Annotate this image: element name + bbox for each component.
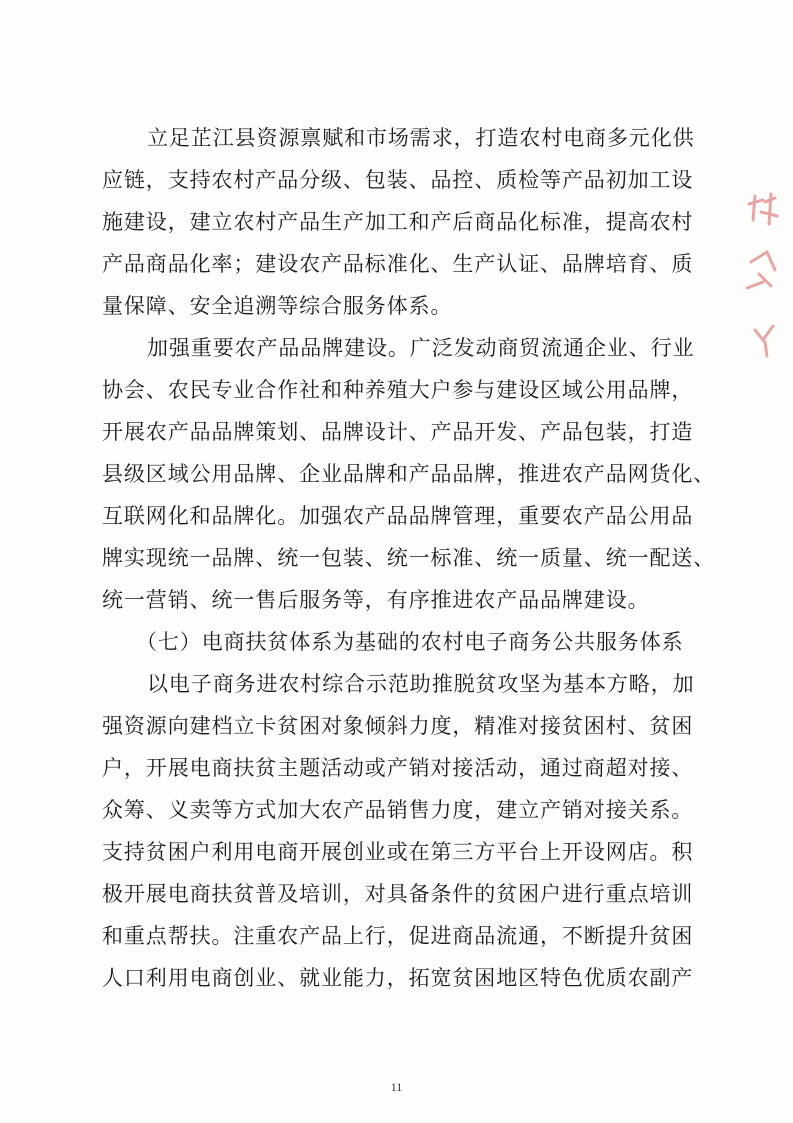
paragraph-3-line-3: 户，开展电商扶贫主题活动或产销对接活动，通过商超对接、 [102, 756, 694, 780]
paragraph-3-line-1: 以电子商务进农村综合示范助推脱贫攻坚为基本方略，加 [147, 672, 695, 696]
paragraph-1-line-3: 施建设，建立农村产品生产加工和产后商品化标准，提高农村 [102, 210, 694, 234]
paragraph-3-line-5: 支持贫困户利用电商开展创业或在第三方平台上开设网店。积 [102, 840, 694, 864]
paragraph-1-line-5: 量保障、安全追溯等综合服务体系。 [102, 294, 453, 318]
paragraph-2-line-6: 牌实现统一品牌、统一包装、统一标准、统一质量、统一配送、 [102, 546, 716, 570]
paragraph-2-line-5: 互联网化和品牌化。加强农产品品牌管理，重要农产品公用品 [102, 504, 694, 528]
paragraph-2-line-3: 开展农产品品牌策划、品牌设计、产品开发、产品包装，打造 [102, 420, 694, 444]
paragraph-3-line-4: 众筹、义卖等方式加大农产品销售力度，建立产销对接关系。 [102, 798, 694, 822]
paragraph-2-line-4: 县级区域公用品牌、企业品牌和产品品牌，推进农产品网货化、 [102, 462, 716, 486]
paragraph-1-line-4: 产品商品化率；建设农产品标准化、生产认证、品牌培育、质 [102, 252, 694, 276]
paragraph-3-line-2: 强资源向建档立卡贫困对象倾斜力度，精准对接贫困村、贫困 [102, 714, 694, 738]
seal-stamp-fragment [741, 190, 783, 365]
page-number: 11 [390, 1080, 403, 1094]
paragraph-2-line-2: 协会、农民专业合作社和种养殖大户参与建设区域公用品牌， [102, 378, 694, 402]
paragraph-2-line-1: 加强重要农产品品牌建设。广泛发动商贸流通企业、行业 [147, 336, 695, 360]
paragraph-1-line-1: 立足芷江县资源禀赋和市场需求，打造农村电商多元化供 [147, 126, 695, 150]
section-heading: （七）电商扶贫体系为基础的农村电子商务公共服务体系 [136, 630, 684, 654]
paragraph-3-line-6: 极开展电商扶贫普及培训，对具备条件的贫困户进行重点培训 [102, 882, 694, 906]
paragraph-2-line-7: 统一营销、统一售后服务等，有序推进农产品品牌建设。 [102, 588, 650, 612]
paragraph-1-line-2: 应链，支持农村产品分级、包装、品控、质检等产品初加工设 [102, 168, 694, 192]
paragraph-3-line-7: 和重点帮扶。注重农产品上行，促进商品流通，不断提升贫困 [102, 924, 694, 948]
paragraph-3-line-8: 人口利用电商创业、就业能力，拓宽贫困地区特色优质农副产 [102, 966, 694, 990]
